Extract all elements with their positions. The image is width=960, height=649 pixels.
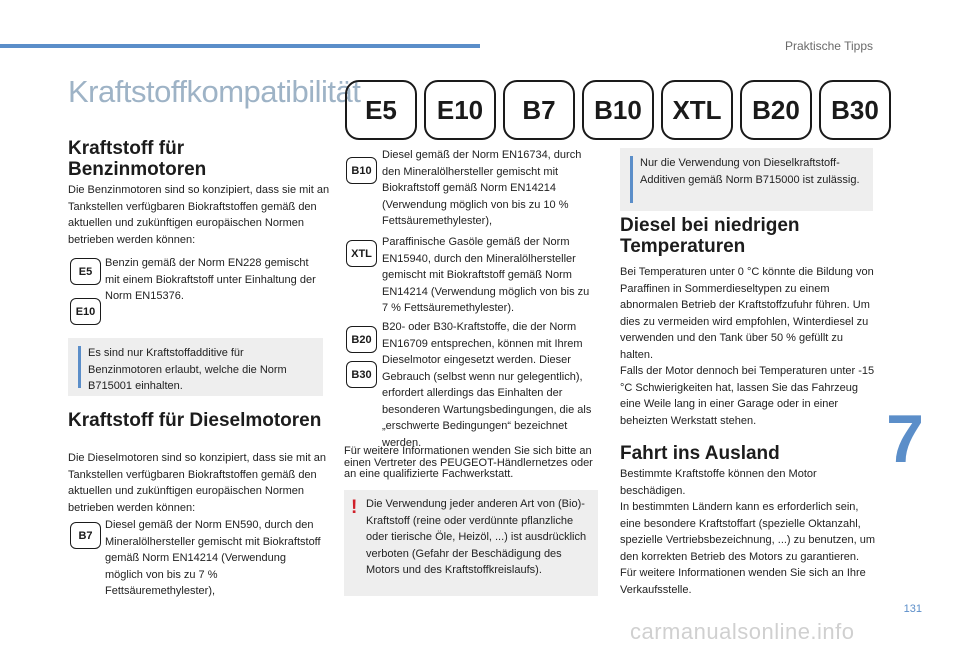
diesel-more-info: Für weitere Informationen wenden Sie sich bitte an einen Vertreter des PEUGEOT-Händlernetzes oder an eine qualifizierte Fachwerkstatt. bbox=[344, 445, 593, 480]
abroad-heading: Fahrt ins Ausland bbox=[620, 443, 780, 464]
badge-b30-icon: B30 bbox=[346, 361, 377, 388]
petrol-intro: Die Benzinmotoren sind so konzipiert, dass sie mit an Tankstellen verfügbaren Biokraftstoffen gemäß den aktuellen und zukünftigen europäischen Normen betrieben werden können: bbox=[68, 184, 330, 246]
badge-e5-icon: E5 bbox=[70, 258, 101, 285]
watermark: carmanualsonline.info bbox=[630, 619, 855, 644]
section-title: Praktische Tipps bbox=[784, 39, 873, 53]
fuel-badge-b20: B20 bbox=[740, 80, 812, 140]
abroad-text: Bestimmte Kraftstoffe können den Motor beschädigen. In bestimmten Ländern kann es erforderlich sein, eine besondere Kraftstoffart (spezielle Oktanzahl, spezielle Vertriebsbezeichnung, ...) zu benutzen, um den korrekten Betrieb des Motors zu garantieren. Für weitere Informationen wenden Sie sich an Ihre Verkaufsstelle. bbox=[620, 468, 875, 596]
petrol-additive-note bbox=[68, 338, 323, 396]
page-number: 131 bbox=[903, 603, 922, 615]
badge-e10-icon: E10 bbox=[70, 298, 101, 325]
lowtemp-heading: Diesel bei niedrigen Temperaturen bbox=[620, 215, 800, 257]
lowtemp-text: Bei Temperaturen unter 0 °C könnte die Bildung von Paraffinen in Sommerdieseltypen zu einem abnormalen Betrieb der Kraftstoffzufuhr führen. Um dies zu vermeiden wird empfohlen, Winterdiesel zu verwenden und den Tank über 50 % gefüllt zu halten. Falls der Motor dennoch bei Temperaturen unter -15 °C Schwierigkeiten hat, lassen Sie das Fahrzeug eine Weile lang in einer Garage oder in einer beheizten Werkstatt stehen. bbox=[620, 266, 875, 427]
fuel-badge-b10: B10 bbox=[582, 80, 654, 140]
petrol-heading: Kraftstoff für Benzinmotoren bbox=[68, 138, 207, 180]
diesel-xtl-text: Paraffinische Gasöle gemäß der Norm EN15940, durch den Mineralölhersteller gemischt mit Biokraftstoff gemäß Norm EN14214 (Verwendung möglich von bis zu 7 % Fettsäuremethylester). bbox=[382, 236, 590, 314]
info-bar-icon bbox=[78, 346, 81, 388]
diesel-additive-text: Nur die Verwendung von Dieselkraftstoff-Additiven gemäß Norm B715000 ist zulässig. bbox=[640, 157, 860, 186]
fuel-badge-b7: B7 bbox=[503, 80, 575, 140]
info-bar-icon bbox=[630, 156, 633, 203]
page-title: Kraftstoffkompatibilität bbox=[68, 74, 361, 109]
diesel-intro: Die Dieselmotoren sind so konzipiert, dass sie mit an Tankstellen verfügbaren Biokraftstoffen gemäß den aktuellen und zukünftigen europäischen Normen betrieben werden können: bbox=[68, 452, 327, 514]
warning-exclamation-icon: ! bbox=[351, 497, 358, 518]
diesel-heading: Kraftstoff für Dieselmotoren bbox=[68, 410, 322, 431]
diesel-additive-note bbox=[620, 148, 873, 211]
header-accent-bar bbox=[0, 44, 480, 48]
badge-b20-icon: B20 bbox=[346, 326, 377, 353]
badge-b7-icon: B7 bbox=[70, 522, 101, 549]
diesel-b20-b30-text: B20- oder B30-Kraftstoffe, die der Norm EN16709 entsprechen, können mit Ihrem Dieselmotor eingesetzt werden. Dieser Gebrauch (selbst wenn nur gelegentlich), erfordert allerdings das Einhalten der besonderen Wartungsbedingungen, die als „erschwerte Bedingungen“ bezeichnet werden. bbox=[382, 321, 592, 449]
diesel-b10-text: Diesel gemäß der Norm EN16734, durch den Mineralölhersteller gemischt mit Biokraftstoff gemäß Norm EN14214 (Verwendung möglich von bis zu 10 % Fettsäuremethylester), bbox=[382, 149, 582, 227]
fuel-badge-row bbox=[345, 80, 891, 140]
badge-b10-icon: B10 bbox=[346, 157, 377, 184]
fuel-badge-xtl: XTL bbox=[661, 80, 733, 140]
petrol-e5-e10-text: Benzin gemäß der Norm EN228 gemischt mit einem Biokraftstoff unter Einhaltung der Norm EN15376. bbox=[105, 257, 316, 302]
diesel-warning-box bbox=[344, 490, 598, 596]
badge-xtl-icon: XTL bbox=[346, 240, 377, 267]
fuel-badge-e5: E5 bbox=[345, 80, 417, 140]
fuel-badge-e10: E10 bbox=[424, 80, 496, 140]
chapter-number: 7 bbox=[886, 401, 924, 477]
petrol-note-text: Es sind nur Kraftstoffadditive für Benzinmotoren erlaubt, welche die Norm B715001 einhalten. bbox=[88, 347, 287, 392]
diesel-warning-text: Die Verwendung jeder anderen Art von (Bio)-Kraftstoff (reine oder verdünnte pflanzliche oder tierische Öle, Heizöl, ...) ist ausdrücklich verboten (Gefahr der Beschädigung des Motors und des Kraftstoffkreislaufs). bbox=[366, 498, 587, 576]
diesel-b7-text: Diesel gemäß der Norm EN590, durch den Mineralölhersteller gemischt mit Biokraftstoff gemäß Norm EN14214 (Verwendung möglich von bis zu 7 % Fettsäuremethylester), bbox=[105, 519, 321, 597]
fuel-badge-b30: B30 bbox=[819, 80, 891, 140]
